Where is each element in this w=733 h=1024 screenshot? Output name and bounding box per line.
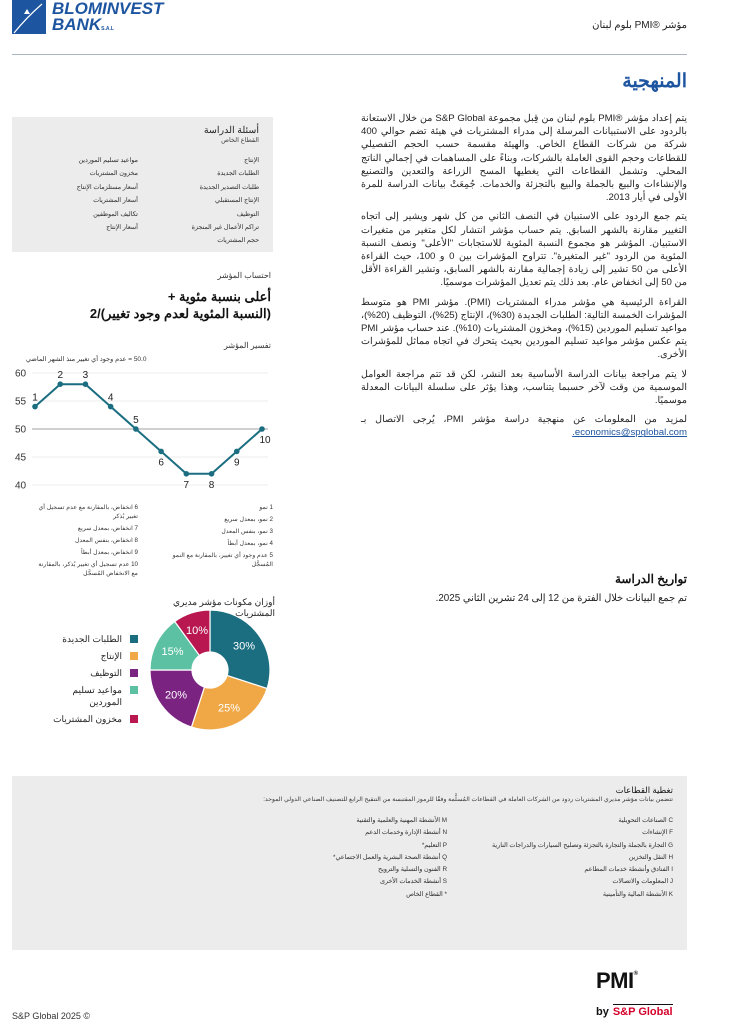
header-divider [12, 54, 687, 55]
pie-legend-item [40, 713, 138, 725]
interpretation-line-chart [10, 365, 275, 500]
question-item: مواعيد تسليم الموردين [78, 157, 138, 164]
cedar-logo-icon [12, 0, 46, 34]
formula-line-2: (النسبة المئوية لعدم وجود تغيير)/2 [89, 306, 271, 321]
sector-col-2 [333, 815, 447, 901]
interpretation-label: تفسير المؤشر [224, 341, 271, 350]
svg-text:15%: 15% [161, 645, 184, 658]
calc-label: احتساب المؤشر [217, 271, 271, 280]
line-legend-right [168, 503, 273, 572]
sector-title: تغطية القطاعات [615, 785, 673, 795]
sector-item: * القطاع الخاص [406, 890, 447, 898]
svg-text:50: 50 [15, 424, 27, 436]
survey-questions-box [12, 117, 273, 252]
svg-text:25%: 25% [218, 702, 241, 715]
contact-email-link[interactable]: economics@spglobal.com. [572, 427, 687, 439]
logo-line2: BANK [52, 15, 102, 34]
question-item: حجم المشتريات [217, 237, 259, 245]
sector-coverage-box [12, 776, 687, 950]
svg-text:7: 7 [183, 479, 190, 491]
questions-col-1 [147, 154, 259, 248]
pmi-logo-text: PMI [596, 968, 634, 993]
swatch-new-orders [130, 635, 138, 643]
sector-col-1 [447, 815, 673, 901]
question-item: الإنتاج [244, 157, 259, 164]
contact-text: لمزيد من المعلومات عن منهجية دراسة مؤشر PMI، يُرجى الاتصال بـ [361, 414, 687, 426]
questions-col-2 [26, 154, 138, 248]
svg-text:8: 8 [208, 479, 215, 491]
svg-text:40: 40 [15, 480, 27, 492]
sp-global-text: S&P Global [612, 1006, 673, 1018]
pie-chart-title: أوزان مكونات مؤشر مديري المشتريات [172, 597, 275, 618]
by-text: by [596, 1006, 609, 1018]
pie-legend-item [40, 684, 138, 708]
question-item: التوظيف [236, 210, 259, 218]
swatch-delivery-times [130, 686, 138, 694]
interpretation-note: 50.0 = عدم وجود أي تغيير منذ الشهر الماضي [26, 356, 147, 363]
svg-text:4: 4 [107, 392, 114, 404]
logo-suffix: S.A.L [101, 26, 114, 32]
pie-legend-label: التوظيف [90, 668, 122, 678]
svg-text:6: 6 [158, 457, 164, 469]
blominvest-logo [12, 0, 172, 40]
survey-dates-title: تواريخ الدراسة [615, 572, 687, 586]
svg-text:1: 1 [32, 392, 38, 404]
question-item: أسعار المشتريات [93, 197, 138, 205]
sector-item: H النقل والتخزين [628, 853, 673, 861]
sp-global-brand [596, 1006, 673, 1018]
pie-legend-label: الإنتاج [100, 651, 122, 661]
pie-legend-item [40, 667, 138, 679]
svg-text:2: 2 [57, 370, 64, 382]
legend-item: 4 نمو، بمعدل أبطأ [227, 540, 273, 547]
page-title: المنهجية [622, 71, 687, 92]
svg-text:10%: 10% [186, 625, 209, 638]
question-item: طلبات التصدير الجديدة [199, 183, 259, 191]
methodology-paragraph-5 [361, 413, 687, 439]
svg-text:55: 55 [15, 396, 27, 408]
sector-item: J المعلومات والاتصالات [612, 878, 673, 886]
legend-item: 9 انخفاض، بمعدل أبطأ [81, 549, 138, 556]
methodology-paragraph-2: يتم جمع الردود على الاستبيان في النصف الثاني من كل شهر ويشير إلى اتجاه التغيير مقارنة بالشهر السابق. يتم حساب مؤشر انتشار لكل متغير من متغيرات الاستبيان. المؤشر هو مجموع النسبة المئوية للاستجابات "الأعلى" ونصف النسبة المئوية من الردود "غير المتغيرة". تتراوح المؤشرات بين 0 و 100، حيث القراءة الأعلى من 50 تشير إلى زيادة إجمالية مقارنة بالشهر السابق، وتشير القراءة الأقل من 50 إلى انخفاض عام. بعد ذلك يتم تعديل المؤشرات موسميًا. [361, 211, 687, 289]
sector-item: C الصناعات التحويلية [618, 817, 673, 824]
pmi-logo: PMI® [596, 968, 638, 993]
question-item: مخزون المشتريات [89, 170, 138, 178]
sector-item: S أنشطة الخدمات الأخرى [379, 878, 447, 886]
question-item: الإنتاج المستقبلي [215, 197, 259, 205]
svg-text:20%: 20% [165, 689, 188, 702]
pie-legend-label: مواعيد تسليم الموردين [72, 685, 122, 707]
sector-description: تتضمن بيانات مؤشر مديري المشتريات ردود من الشركات العاملة في القطاعات المُسلَّمة وفقًا للرموز المقتبسة من التنقيح الرابع للتصنيف الصناعي الدولي الموحد: [263, 796, 673, 803]
svg-text:5: 5 [133, 415, 139, 426]
logo-line1: BLOMINVEST [52, 0, 164, 18]
legend-item: 8 انخفاض، بنفس المعدل [74, 537, 138, 544]
svg-text:3: 3 [82, 370, 89, 382]
questions-title: أسئلة الدراسة [203, 125, 259, 136]
pie-legend-item [40, 633, 138, 645]
sector-item: N أنشطة الإدارة وخدمات الدعم [365, 829, 447, 837]
svg-text:60: 60 [15, 368, 27, 380]
questions-subtitle: القطاع الخاص [221, 137, 259, 144]
methodology-text [361, 112, 687, 446]
legend-item: 2 نمو، بمعدل سريع [224, 516, 273, 523]
report-title: مؤشر ®PMI بلوم لبنان [592, 20, 687, 31]
sector-item: K الأنشطة المالية والتأمينية [602, 890, 673, 898]
swatch-output [130, 652, 138, 660]
sector-item: P التعليم* [421, 841, 447, 849]
pie-legend-item [40, 650, 138, 662]
svg-text:30%: 30% [232, 640, 255, 653]
pie-legend [40, 633, 138, 730]
swatch-stocks-of-purchases [130, 715, 138, 723]
pie-legend-label: مخزون المشتريات [53, 714, 122, 724]
sector-item: F الإنشاءات [642, 829, 673, 837]
sector-item: Q أنشطة الصحة البشرية والعمل الاجتماعي* [333, 853, 447, 861]
question-item: تكاليف الموظفين [93, 210, 138, 218]
methodology-paragraph-4: لا يتم مراجعة بيانات الدراسة الأساسية بعد النشر، لكن قد تتم مراجعة العوامل الموسمية من وقت لآخر حسبما يتناسب، وهذا يؤثر على سلسلة البيانات المعدلة موسميًا. [361, 368, 687, 407]
pie-legend-label: الطلبات الجديدة [62, 634, 122, 644]
copyright: S&P Global 2025 © [12, 1011, 91, 1021]
question-item: الطلبات الجديدة [217, 170, 259, 178]
methodology-paragraph-1: يتم إعداد مؤشر ®PMI بلوم لبنان من قِبل مجموعة S&P Global من خلال الاستعانة بالردود على الاستبيانات المرسلة إلى مدراء المشتريات في هيئة تضم حوالي 400 شركة من شركات القطاع الخاص. والهيئة مقسمة حسب الحجم التفصيلي للقطاعات وحجم القوى العاملة بالشركات، وبناءً على المساهمات في إجمالي الناتج المحلي. وتشمل القطاعات التي يغطيها المسح الزراعة والتعدين والتصنيع والإنشاءات والبيع بالجملة والبيع بالتجزئة والخدمات. جُمِعَتْ بيانات الدراسة للمرة الأولى في أيار 2013. [361, 113, 688, 204]
question-item: أسعار مستلزمات الإنتاج [76, 183, 138, 191]
index-formula [11, 288, 271, 322]
sector-item: I الفنادق وأنشطة خدمات المطاعم [584, 866, 673, 874]
sector-item: G التجارة بالجملة والتجارة بالتجزئة وتصليح السيارات والدراجات النارية [492, 841, 673, 849]
legend-item: 3 نمو، بنفس المعدل [221, 528, 273, 535]
methodology-paragraph-3: القراءة الرئيسية هي مؤشر مدراء المشتريات (PMI). مؤشر PMI هو متوسط المؤشرات الخمسة التالية: الطلبات الجديدة (30%)، الإنتاج (25%)، التوظيف (20%)، مواعيد تسليم الموردين (15%)، ومخزون المشتريات (10%). عند حساب مؤشر PMI يتم عكس مؤشر مواعيد تسليم الموردين بحيث يتحرك في اتجاه مماثل للمؤشرات الأخرى. [361, 296, 687, 361]
legend-item: 10 عدم تسجيل أي تغيير يُذكر، بالمقارنة مع الانخفاض المُسجَّل [38, 561, 138, 577]
svg-text:45: 45 [15, 452, 27, 464]
survey-dates-text: تم جمع البيانات خلال الفترة من 12 إلى 24 تشرين الثاني 2025. [435, 593, 687, 604]
pmi-weights-donut-chart [148, 608, 272, 732]
question-item: تراكم الأعمال غير المنجزة [191, 224, 259, 232]
sector-item: R الفنون والتسلية والترويح [378, 866, 447, 874]
swatch-employment [130, 669, 138, 677]
svg-text:10: 10 [259, 435, 271, 446]
legend-item: 1 نمو [259, 504, 273, 511]
svg-text:9: 9 [233, 457, 240, 469]
sector-item: M الأنشطة المهنية والعلمية والتقنية [356, 817, 447, 824]
legend-item: 6 انخفاض، بالمقارنة مع عدم تسجيل أي تغيير يُذكر [38, 504, 138, 520]
question-item: أسعار الإنتاج [106, 224, 138, 232]
formula-line-1: أعلى بنسبة مئوية + [167, 289, 271, 304]
line-legend-left [38, 503, 138, 581]
legend-item: 5 عدم وجود أي تغيير، بالمقارنة مع النمو المُسجَّل [172, 552, 273, 568]
legend-item: 7 انخفاض، بمعدل سريع [77, 525, 138, 532]
